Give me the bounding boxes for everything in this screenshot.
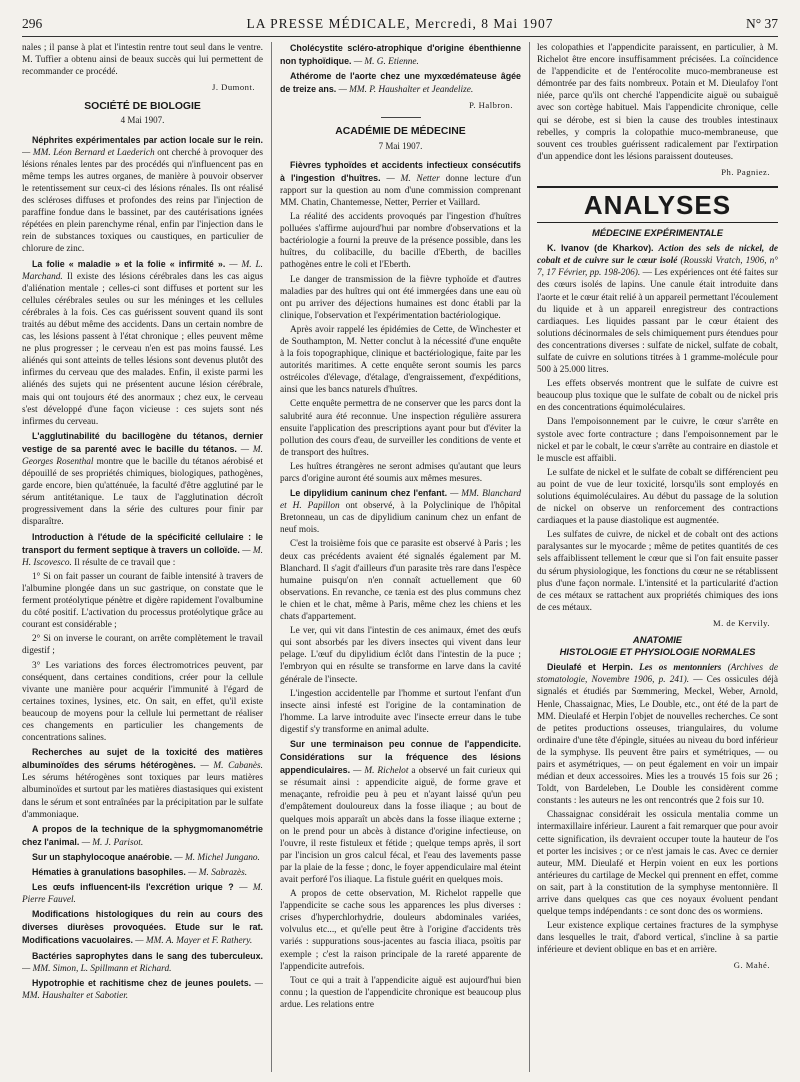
short-article: [22, 881, 263, 906]
analyses-banner: ANALYSES: [537, 186, 778, 223]
section-date: 4 Mai 1907.: [120, 115, 165, 126]
section-date: 7 Mai 1907.: [378, 140, 423, 151]
article-title: Introduction à l'étude de la spécificité cellulaire : le transport du ferment septique à travers un colloïde.: [22, 531, 263, 555]
article-title: Athérome de l'aorte chez une myxœdémateuse âgée de treize ans.: [280, 71, 521, 95]
article: [280, 487, 521, 536]
article-paragraph: 1° Si on fait passer un courant de faible intensité à travers de l'albumine plongée dans un suc gastrique, on constate que le ferment protéolytique pénètre et digère rapidement l'ovalbumine du côté positif. L'activation du processus protéolytique grâce au courant est considérable ;: [22, 571, 263, 631]
article-title: L'agglutinabilité du bacillogène du tétanos, dernier vestige de sa parenté avec le bacille du tétanos.: [22, 430, 263, 454]
article-title: Le dipylidium caninum chez l'enfant.: [290, 488, 448, 499]
article-paragraph: Le danger de transmission de la fièvre typhoïde et d'autres maladies par des huîtres qui ont été immergées dans une eau où ont pu arriver des déjections humaines est donc établi par la clinique, l'observation et l'expérimentation bactériologique.: [280, 274, 521, 321]
analysis-entry: [537, 242, 778, 376]
article-authors: — M. Richelot: [353, 766, 409, 777]
article-paragraph: Le sulfate de nickel et le sulfate de cobalt se différencient peu au point de vue de leur toxicité, lorsqu'ils sont employés en solutions équimoléculaires. Au début du passage de la solution de nickel on observe un renforcement des contractions cardiaques et la pause diastolique est augmentée.: [537, 467, 778, 527]
page-number: 296: [22, 16, 43, 31]
entry-reference: (Archives de stomatologie, Novembre 1906, p. 241).: [537, 663, 778, 686]
article-paragraph: Les sulfates de cuivre, de nickel et de cobalt ont des actions paralysantes sur le myocarde ; même de petites quantités de ces sels affaiblissent tellement le cœur que si l'on fait ensuite passer du sérum physiologique, les fonctions du cœur ne se rétablissent plus d'une façon normale. L'intensité et la particularité d'action de ces métaux se rattachent aux propriétés chimiques des ions de ces métaux.: [537, 530, 778, 613]
article-authors: — M. Georges Rosenthal: [22, 444, 263, 467]
article-authors: — M. Netter: [386, 173, 440, 184]
article-title: La folie « maladie » et la folie « infirmité ».: [32, 258, 226, 269]
short-article: [22, 851, 263, 864]
article-paragraph: Après avoir rappelé les épidémies de Cette, de Winchester et de Southampton, M. Netter conclut à la nécessité d'une enquête à la fois topographique, clinique et bactériologique, faite par les autorités maritimes. A cette enquête seront soumis les parcs ostréicoles d'élevage, d'étalage, d'engraissement, d'expéditions, ainsi que les bancs naturels d'huîtres.: [280, 324, 521, 396]
article-paragraph: Chassaignac considérait les ossicula mentalia comme un intermaxillaire inférieur. Laurent a fait remarquer que pour avoir cette signification, ils devraient occuper toute la hauteur de l'os et porter les incisives ; or ce n'est jamais le cas. Avec ce dernier auteur, MM. Dieulafé et Herpin voient en eux les portions antérieures du cartilage de Meckel qui prennent en effet, comme on sait, part à la constitution de la symphyse mentonnière. Il arrive dans quelques cas que ces noyaux évoluent pendant quelque temps indépendants : ce sont donc des os wormiens.: [537, 810, 778, 918]
article-text: a observé un fait curieux qui se résumait ainsi : appendicite aiguë, de forme grave et menaçante, refroidie peu à peu et n'ayant laissé qu'un peu d'empâtement douloureux dans la fosse iliaque ; au bout de quelques mois apparaît un abcès dans la fosse iliaque externe ; on le prend pour un abcès à distance d'origine infectieuse, on l'ouvre, il reste fistuleux et fétide ; quelque temps après, il sort par l'incision un gros calcul fécal, et l'eau des lavements passe par la plaie de la fesse ; donc, le foyer appendiculaire mal éteint avait perforé l'os iliaque. La fistule guérit en quelques mois.: [280, 766, 521, 885]
article-text: Il résulte de ce travail que :: [74, 557, 176, 568]
article-authors: — MM. Léon Bernard et Laederich: [22, 147, 155, 158]
article: [22, 258, 263, 428]
article-title: Les œufs influencent-ils l'excrétion urique ?: [32, 882, 234, 893]
short-article: [22, 866, 263, 879]
article-paragraph: Dans l'empoisonnement par le cuivre, le cœur s'arrête en systole avec forte contracture ; dans l'empoisonnement par le nickel et par le cobalt, le cœur s'arrête au contraire en diastole et le muscle est affaibli.: [537, 417, 778, 464]
article-text: Les sérums hétérogènes sont toxiques par leurs matières albuminoïdes et surtout par les matières diastasiques qui existent dans le sérum et sont entraînées par la précipitation par le sulfate d'ammoniaque.: [22, 773, 263, 820]
article-authors: — M. Michel Jungano.: [174, 852, 260, 863]
article-title: Néphrites expérimentales par action locale sur le rein.: [32, 134, 263, 145]
article-authors: — M. L. Marchand.: [22, 259, 263, 282]
page-header: [22, 16, 778, 37]
issue-number: N° 37: [745, 16, 778, 31]
article-authors: — M. G. Etienne.: [353, 57, 419, 68]
column-1: [22, 42, 263, 1072]
section-title: ACADÉMIE DE MÉDECINE: [335, 126, 466, 138]
article-authors: — M. Sabrazès.: [188, 868, 248, 878]
article-title: Hypotrophie et rachitisme chez de jeunes poulets.: [32, 977, 252, 988]
article-text: montre que le bacille du tétanos aérobisé et dépouillé de ses propriétés chimiques, biologiques, pathogènes, garde encore, bien qu'atténuée, la faculté d'être agglutiné par le sérum antitétanique. Le taux de l'agglutination décroît progressivement dans la série des cultures pour finir par disparaître.: [22, 457, 263, 528]
article: [280, 159, 521, 209]
entry-title: Action des sels de nickel, de cobalt et de cuivre sur le cœur isolé: [537, 244, 778, 267]
article-title: Bactéries saprophytes dans le sang des tuberculeux.: [32, 950, 263, 961]
divider: [381, 117, 421, 118]
subsection-subtitle: HISTOLOGIE ET PHYSIOLOGIE NORMALES: [559, 646, 756, 658]
article-paragraph: L'ingestion accidentelle par l'homme et surtout l'enfant d'un insecte ainsi infesté est l'origine de la contamination de l'homme. La larve introduite avec l'insecte erreur dans le tube digestif s'y transforme en animal adulte.: [280, 688, 521, 735]
article-paragraph: Le ver, qui vit dans l'intestin de ces animaux, émet des œufs qui sont absorbés par les divers insectes qui vivent dans leur pelage. L'œuf du dipylidium éclôt dans l'intestin de la puce ; l'embryon qui en résulte se transforme en larve dans la cavité générale de l'insecte.: [280, 626, 521, 685]
article: [22, 430, 263, 529]
article-title: Sur une terminaison peu connue de l'appendicite. Considérations sur la fréquence des lésions appendiculaires.: [280, 738, 521, 776]
entry-title: Les os mentonniers: [639, 663, 722, 674]
subsection-title: ANATOMIE: [632, 634, 683, 646]
short-article: [22, 950, 263, 975]
short-article: [280, 70, 521, 96]
article-title: Recherches au sujet de la toxicité des matières albuminoïdes des sérums hétérogènes.: [22, 747, 263, 771]
article-authors: — M. H. Iscovesco.: [22, 545, 263, 568]
article-title: A propos de la technique de la sphygmomanométrie chez l'animal.: [22, 823, 263, 847]
article-text: ont observé, à la Polyclinique de l'hôpital Bretonneau, un cas de dipylidium caninum chez un enfant de neuf mois.: [280, 501, 521, 536]
article-text: donne lecture d'un rapport sur la question au nom d'une commission comprenant MM. Chatin, Chantemesse, Netter, Perrier et Vaillard.: [280, 173, 521, 208]
article-authors: — MM. A. Mayer et F. Rathery.: [135, 936, 253, 947]
article-authors: — MM. Blanchard et H. Papillon: [280, 489, 521, 512]
article-authors: — M. J. Parisot.: [81, 837, 144, 848]
column-rule: [271, 42, 272, 1072]
article-title: Fièvres typhoïdes et accidents infectieux consécutifs à l'ingestion d'huîtres.: [280, 159, 521, 183]
intro-paragraph: nales ; il panse à plat et l'intestin rentre tout seul dans le ventre. M. Tuffier a obtenu ainsi de beaux succès qui lui permettent de recommander ce procédé.: [22, 43, 263, 78]
signature: G. Mahé.: [733, 960, 770, 971]
signature: P. Halbron.: [469, 100, 513, 111]
short-article: [22, 823, 263, 849]
journal-title: LA PRESSE MÉDICALE, Mercredi, 8 Mai 1907: [246, 16, 554, 31]
article-text: ont cherché à provoquer des lésions rénales lentes par des procédés qui n'influencent pas en même temps les autres organes, de manière à pouvoir observer le retentissement sur ceux-ci des lésions rénales. Ils ont réalisé des scléroses diffuses et profondes des reins par l'injection de paraffine fondue dans le bassinet, par des cautérisations ignées répétées en plein parenchyme rénal, enfin par l'injection dans le rein de substances toxiques ou caustiques, en particulier de chlorure de zinc.: [22, 147, 263, 255]
analysis-entry: [537, 661, 778, 807]
column-3: [537, 42, 778, 1072]
signature: J. Dumont.: [212, 82, 255, 93]
article-authors: — MM. P. Haushalter et Jeandelize.: [338, 85, 474, 96]
signature: M. de Kervily.: [712, 617, 770, 628]
article-paragraph: A propos de cette observation, M. Richelot rappelle que l'appendicite se cache sous les apparences les plus diverses : crises d'hyperchlorhydrie, douleurs abdominales variées, volvulus etc..., et qu'elle peut être à l'origine d'accidents très variés : suppurations sous-jacentes au fascia iliaca, psoïtis par exemple ; c'est la raison principale de la rareté apparente de l'appendicite autrefois.: [280, 889, 521, 972]
article-paragraph: La réalité des accidents provoqués par l'ingestion d'huîtres polluées s'affirme aujourd'hui par nombre d'observations et la bactériologie a fourni la preuve de la présence possible, dans les huîtres, du colibacille, du bacille d'Eberth, de bacilles pathogènes entre le coli et l'Eberth.: [280, 212, 521, 271]
article-paragraph: 3° Les variations des forces électromotrices peuvent, par conséquent, dans certaines conditions, créer pour la cellule vivante une manière pour acquérir l'immunité à l'égard de certaines toxines, lysines, etc. On sait, en effet, qu'il existe beaucoup de moyens pour la cellule lui permettant de réaliser ces changements en particulier les changements de concentrations salines.: [22, 660, 263, 744]
article-title: Sur un staphylocoque anaérobie.: [32, 851, 173, 862]
entry-author: Dieulafé et Herpin.: [547, 662, 633, 673]
column-2: [280, 42, 521, 1072]
article-paragraph: Cette enquête permettra de ne conserver que les parcs dont la salubrité aura été reconnue. Une inspection régulière assurera ensuite l'application des prescriptions ayant pour but d'éviter la pollution des cours d'eau, de surveiller les conditions de vente et de transport des huîtres.: [280, 399, 521, 458]
article-title: Cholécystite scléro-atrophique d'origine ébenthienne non typhoïdique.: [280, 43, 521, 67]
short-article: [22, 908, 263, 947]
continued-paragraph: les colopathies et l'appendicite paraissent, en particulier, à M. Richelot être encore insuffisamment précisées. La coïncidence de l'appendicite et de l'entérocolite muco-membraneuse est démontrée par des faits nombreux. Potain et M. Dieulafoy l'ont niée, parce qu'ils ont cherché l'appendicite aiguë ou subaiguë avec son cortège habituel. Mais l'appendicite chronique, celle qui se dérobe, est si bien la cause des troubles intestinaux rebelles, y compris la colopathie muco-membraneuse, que souvent ces troubles guérissent radicalement par l'extirpation d'un appendice dont les lésions paraissent douteuses.: [537, 43, 778, 162]
article-paragraph: Les huîtres étrangères ne seront admises qu'autant que leurs parcs d'origine auront été soumis aux mêmes mesures.: [280, 461, 521, 484]
article-title: Modifications histologiques du rein au cours des diverses diurèses provoquées. Etude sur le rat. Modifications vacuolaires.: [22, 909, 263, 946]
article-authors: — MM. Haushalter et Sabotier.: [22, 978, 263, 1001]
entry-reference: (Rousski Vratch, 1906, n° 7, 17 Février, pp. 198-206).: [537, 256, 778, 279]
article: [280, 738, 521, 886]
column-rule: [529, 42, 530, 1072]
article-title: Hématies à granulations basophiles.: [32, 867, 186, 877]
article-authors: — M. Cabanès.: [200, 761, 263, 772]
article: [22, 531, 263, 569]
article-paragraph: 2° Si on inverse le courant, on arrête complètement le travail digestif ;: [22, 634, 263, 657]
short-article: [280, 42, 521, 68]
entry-text: — Ces ossicules déjà signalés et étudiés par Sœmmering, Meckel, Weber, Arnold, Henle, Chassaignac, Mies, Le Double, etc., ont été de la part de MM. Dieulafé et Herpin l'objet de nouvelles recherches. Ce sont de petites productions osseuses, triangulaires, du volume ordinaire d'une tête d'épingle, situées au niveau du bord inférieur de la symphyse. Ils peuvent être pairs et symétriques, — ou pairs et asymétriques, — on peut également en voir un impair médian et deux accessoires. Mies les a trouvés 15 fois sur 26 ; Toldt, von Bardeleben, Le Double les considèrent comme constants : les auteurs ne les ont rencontrés que 2 fois sur 10.: [537, 675, 778, 807]
article-paragraph: C'est la troisième fois que ce parasite est observé à Paris ; les deux cas précédents avaient été signalés également par M. Blanchard. Il s'agit d'ailleurs d'un parasite très rare dans l'espèce humaine puisqu'on n'en connaît actuellement que 60 observations. En revanche, ce tænia est des plus communs chez le chien et le chat, même à Paris, même chez les chiens et les chats d'appartement.: [280, 539, 521, 623]
article: [22, 746, 263, 821]
section-title: SOCIÉTÉ DE BIOLOGIE: [84, 101, 201, 113]
entry-author: K. Ivanov (de Kharkov).: [547, 243, 654, 254]
article-paragraph: Tout ce qui a trait à l'appendicite aiguë est aujourd'hui bien connu ; la question de l'appendicite chronique est beaucoup plus ardue. Les relations entre: [280, 975, 521, 1010]
article-text: Il existe des lésions cérébrales dans les cas aigus d'aliénation mentale ; celles-ci sont diffuses et portent sur les cellules cérébrales seules ou sur les méninges et les cellules cérébrales à la fois. Ces cas guérissent souvent quand ils sont traités au début même des accidents. Dans un certain nombre de cas, les lésions passent à l'état chronique ; elles peuvent même ne plus progresser ; le cerveau n'en est pas moins faussé. Les aliénés qui sont atteints de telles lésions sont devenus plutôt des infirmes du cerveau que des malades. Enfin, il existe parmi les aliénés des sujets qui ne présentent aucune lésion cérébrale, mais qui ont toujours été des anormaux ; chez eux, le cerveau s'est développé d'une façon vicieuse : ces sujets sont nés infirmes du cerveau.: [22, 271, 263, 427]
article-paragraph: Leur existence explique certaines fractures de la symphyse dans lesquelles le trait, d'abord vertical, s'incline à sa partie inférieure et devient oblique en bas et en arrière.: [537, 921, 778, 956]
article-authors: — MM. Simon, L. Spillmann et Richard.: [22, 963, 172, 974]
short-article: [22, 977, 263, 1002]
article-authors: — M. Pierre Fauvel.: [22, 883, 263, 906]
article: [22, 134, 263, 256]
article-paragraph: Les effets observés montrent que le sulfate de cuivre est beaucoup plus toxique que le sulfate de cobalt ou de nickel pris en des concentrations équimoléculaires.: [537, 379, 778, 414]
entry-text: — Les expériences ont été faites sur des cœurs isolés de lapins. Une canule était introduite dans l'aorte et le cœur était relié à un appareil permettant l'écoulement du liquide et à un appareil enregistreur des contractions cardiaques. Les liquides passant par le cœur étaient des solutions décinormales de sels chimiquement purs étendues pour des concentrations diverses : sulfate de nickel, sulfate de cobalt, sulfate de cuivre en solutions titrées à 1 gramme-molécule pour 500 à 25.000 litres.: [537, 268, 778, 376]
subsection-title: MÉDECINE EXPÉRIMENTALE: [591, 227, 724, 239]
signature: Ph. Pagniez.: [721, 166, 770, 177]
